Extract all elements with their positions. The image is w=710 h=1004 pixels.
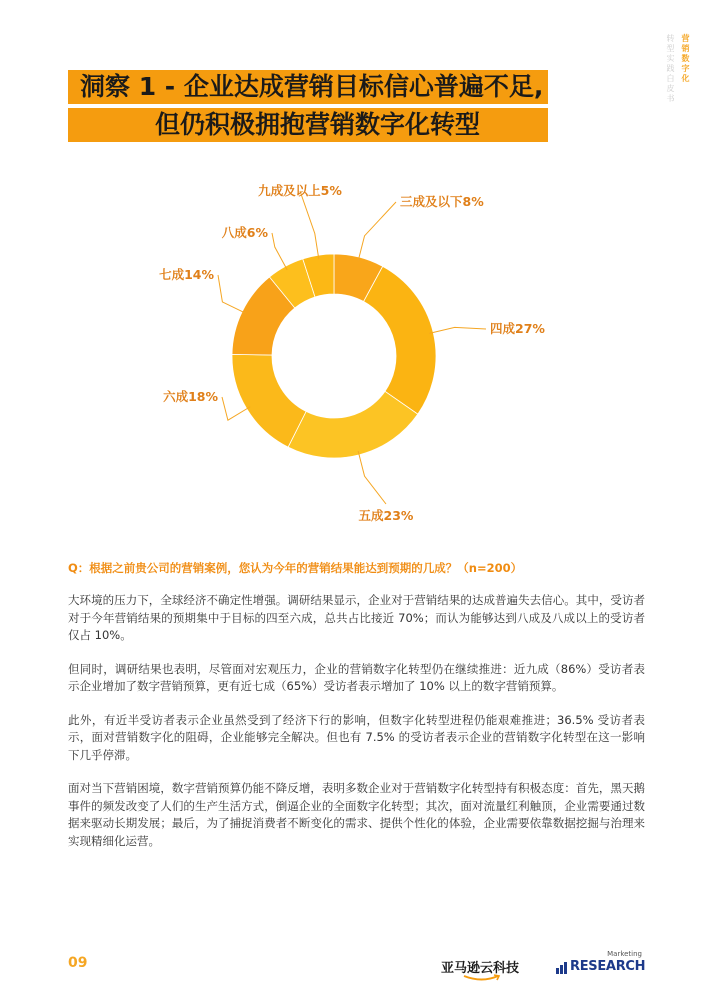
side-title-secondary: 转型实践白皮书 — [666, 34, 675, 103]
paragraph-4: 面对当下营销困境，数字营销预算仍能不降反增，表明多数企业对于营销数字化转型持有积极态度：首先，黑天鹅事件的频发改变了人们的生产生活方式，倒逼企业的全面数字化转型；其次，面对流量红利触顶，企业需要通过数据来驱动长期发展；最后，为了捕捉消费者不断变化的需求、提供个性化的体验，企业需要依靠数据挖掘与治理来实现精细化运营。 — [68, 781, 645, 848]
slice-label-4: 六成18% — [163, 389, 218, 404]
page-title-line-2: 但仍积极拥抱营销数字化转型 — [68, 108, 548, 142]
paragraph-1: 大环境的压力下，全球经济不确定性增强。调研结果显示，企业对于营销结果的达成普遍失去信心。其中，受访者对于今年营销结果的预期集中于目标的四至六成，总共占比接近 70%；而认为能够达到八成及八成以上的受访者仅占 10%。 — [68, 593, 645, 642]
slice-label-7: 九成及以上5% — [258, 183, 342, 198]
amazon-logo: 亚马逊云科技 — [441, 961, 520, 976]
donut-slice-2 — [364, 266, 436, 414]
slice-label-5: 七成14% — [159, 267, 214, 282]
donut-chart — [0, 150, 710, 550]
page-title-line-1: 洞察 1 - 企业达成营销目标信心普遍不足, — [68, 70, 548, 104]
marketing-research-logo — [556, 950, 646, 980]
paragraph-2: 但同时，调研结果也表明，尽管面对宏观压力，企业的营销数字化转型仍在继续推进：近九成（86%）受访者表示企业增加了数字营销预算，更有近七成（65%）受访者表示增加了 10% 以上的数字营销预算。 — [68, 661, 645, 693]
amazon-smile-icon — [462, 974, 502, 982]
leader-line-3 — [358, 451, 386, 504]
logo-research-text: RESEARCH — [570, 959, 646, 974]
donut-slice-3 — [288, 391, 418, 458]
leader-line-6 — [272, 233, 287, 270]
page-number: 09 — [68, 955, 88, 971]
paragraph-3: 此外，有近半受访者表示企业虽然受到了经济下行的影响，但数字化转型进程仍能艰难推进；36.5% 受访者表示，面对营销数字化的阻碍，企业能够完全解决。但也有 7.5% 的受访者表示企业的营销数字化转型在这一影响下几乎停滞。 — [68, 712, 645, 762]
body-text — [68, 592, 645, 866]
leader-line-5 — [218, 275, 246, 313]
slice-label-2: 四成27% — [490, 321, 545, 336]
leader-line-1 — [358, 202, 396, 261]
leader-line-2 — [429, 327, 486, 333]
slice-label-6: 八成6% — [221, 225, 268, 240]
bars-icon — [556, 962, 568, 974]
side-title-primary: 营销数字化 — [681, 34, 690, 83]
donut-slice-4 — [232, 354, 306, 447]
logo-marketing-text: Marketing — [607, 950, 642, 958]
survey-question: Q：根据之前贵公司的营销案例，您认为今年的营销结果能达到预期的几成？（n=200） — [68, 561, 523, 575]
slice-label-3: 五成23% — [358, 508, 414, 523]
slice-label-1: 三成及以下8% — [400, 194, 484, 209]
leader-line-7 — [300, 191, 319, 259]
